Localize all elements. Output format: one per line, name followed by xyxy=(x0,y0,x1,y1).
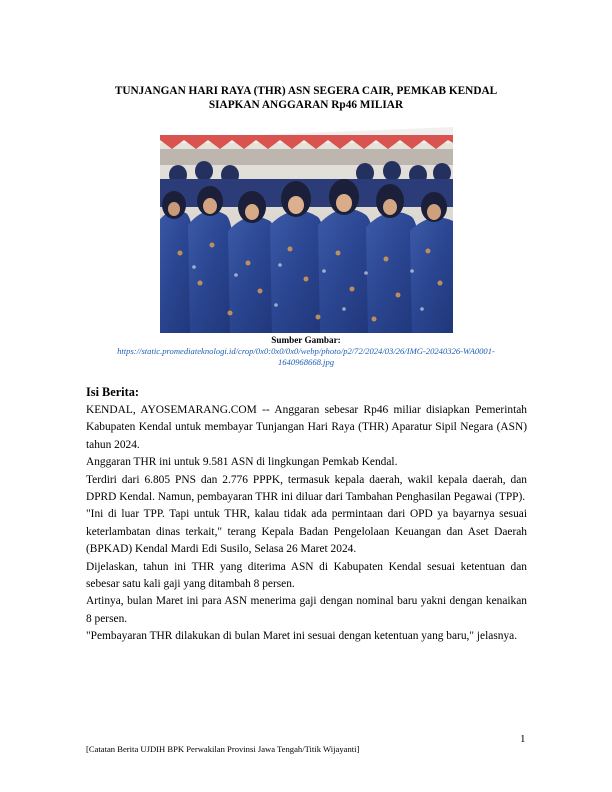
page-footer: [Catatan Berita UJDIH BPK Perwakilan Provinsi Jawa Tengah/Titik Wijayanti] xyxy=(86,744,360,754)
article-paragraph: Artinya, bulan Maret ini para ASN menerima gaji dengan nominal baru yakni dengan kenaikan 8 persen. xyxy=(86,595,527,625)
article-paragraph: Anggaran THR ini untuk 9.581 ASN di lingkungan Pemkab Kendal. xyxy=(86,456,398,469)
section-heading: Isi Berita: xyxy=(86,385,139,399)
article-paragraph: Terdiri dari 6.805 PNS dan 2.776 PPPK, termasuk kepala daerah, wakil kepala daerah, dan DPRD Kendal. Namun, pembayaran THR ini diluar dari Tambahan Penghasilan Pegawai (TPP). xyxy=(86,473,527,504)
image-source-url-line-1[interactable]: https://static.promediateknologi.id/crop/0x0:0x0/0x0/webp/photo/p2/72/2024/03/26/IMG-20240326-WA0001- xyxy=(117,346,495,356)
article-paragraph: "Ini di luar TPP. Tapi untuk THR, kalau tidak ada permintaan dari OPD ya bayarnya sesuai keterlambatan dinas terkait," terang Kepala Badan Pengelolaan Keuangan dan Aset Daerah (BPKAD) Kendal Mardi Edi Susilo, Selasa 26 Maret 2024. xyxy=(86,508,527,556)
image-source-url-line-2[interactable]: 1640968668.jpg xyxy=(277,356,335,367)
article-title-line-1: TUNJANGAN HARI RAYA (THR) ASN SEGERA CAIR, PEMKAB KENDAL xyxy=(114,85,498,97)
article-paragraph: Dijelaskan, tahun ini THR yang diterima ASN di Kabupaten Kendal sesuai ketentuan dan sebesar satu kali gaji yang ditambah 8 persen. xyxy=(86,560,527,591)
article-photo xyxy=(160,113,453,333)
image-source-label: Sumber Gambar: xyxy=(271,335,341,345)
article-paragraph: KENDAL, AYOSEMARANG.COM -- Anggaran sebesar Rp46 miliar disiapkan Pemerintah Kabupaten Kendal untuk membayar Tunjangan Hari Raya (THR) Aparatur Sipil Negara (ASN) tahun 2024. xyxy=(86,404,527,451)
article-title xyxy=(88,84,524,112)
image-source-url[interactable] xyxy=(86,346,526,367)
article-paragraph: "Pembayaran THR dilakukan di bulan Maret ini sesuai dengan ketentuan yang baru," jelasnya. xyxy=(86,630,518,643)
article-body xyxy=(86,402,527,646)
article-title-line-2: SIAPKAN ANGGARAN Rp46 MILIAR xyxy=(208,99,404,111)
page-number: 1 xyxy=(520,733,526,745)
tent-canopy xyxy=(160,113,453,165)
